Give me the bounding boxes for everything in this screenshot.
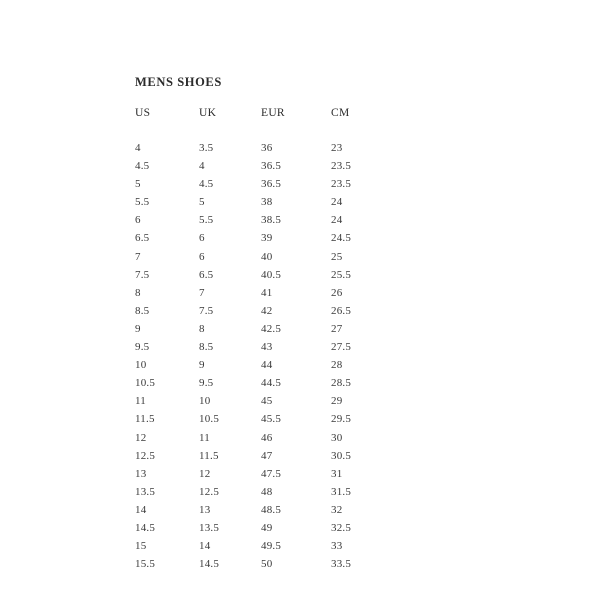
cell-us: 9.5 xyxy=(135,341,150,354)
cell-us: 7.5 xyxy=(135,268,150,281)
cell-us: 10.5 xyxy=(135,377,156,390)
cell-eur: 47.5 xyxy=(261,467,282,480)
table-row xyxy=(135,431,391,449)
table-row xyxy=(135,286,391,304)
table-row xyxy=(135,376,391,394)
cell-eur: 41 xyxy=(261,286,273,299)
cell-cm: 25 xyxy=(331,250,343,263)
cell-eur: 40 xyxy=(261,250,273,263)
cell-cm: 23.5 xyxy=(331,160,352,173)
cell-us: 4 xyxy=(135,142,141,154)
cell-uk: 12 xyxy=(199,467,211,480)
table-row xyxy=(135,539,391,557)
cell-eur: 39 xyxy=(261,232,273,245)
cell-us: 12 xyxy=(135,431,147,444)
cell-eur: 45.5 xyxy=(261,413,282,426)
table-header-row xyxy=(135,107,391,141)
cell-cm: 26 xyxy=(331,286,343,299)
table-row xyxy=(135,521,391,539)
cell-cm: 23.5 xyxy=(331,178,352,191)
table-row xyxy=(135,340,391,358)
cell-cm: 31.5 xyxy=(331,485,352,498)
cell-uk: 8 xyxy=(199,322,205,335)
cell-us: 9 xyxy=(135,322,141,335)
cell-us: 14.5 xyxy=(135,521,156,534)
cell-us: 6.5 xyxy=(135,232,150,245)
cell-cm: 33 xyxy=(331,540,343,553)
cell-cm: 23 xyxy=(331,142,343,154)
column-header-uk: UK xyxy=(199,107,217,119)
cell-eur: 42.5 xyxy=(261,322,282,335)
cell-eur: 38.5 xyxy=(261,214,282,227)
cell-uk: 6 xyxy=(199,232,205,245)
cell-cm: 25.5 xyxy=(331,268,352,281)
cell-cm: 32.5 xyxy=(331,521,352,534)
cell-us: 12.5 xyxy=(135,449,156,462)
cell-us: 13.5 xyxy=(135,485,156,498)
cell-eur: 36.5 xyxy=(261,178,282,191)
cell-eur: 47 xyxy=(261,449,273,462)
table-row xyxy=(135,485,391,503)
cell-uk: 5.5 xyxy=(199,214,214,227)
cell-cm: 29 xyxy=(331,395,343,408)
cell-cm: 24.5 xyxy=(331,232,352,245)
cell-us: 13 xyxy=(135,467,147,480)
cell-us: 5.5 xyxy=(135,196,150,209)
table-row xyxy=(135,503,391,521)
cell-eur: 46 xyxy=(261,431,273,444)
column-header-eur: EUR xyxy=(261,107,285,119)
cell-uk: 12.5 xyxy=(199,485,220,498)
cell-uk: 6 xyxy=(199,250,205,263)
table-row xyxy=(135,213,391,231)
table-row xyxy=(135,268,391,286)
cell-us: 6 xyxy=(135,214,141,227)
cell-us: 8.5 xyxy=(135,304,150,317)
table-row xyxy=(135,358,391,376)
cell-us: 4.5 xyxy=(135,160,150,173)
cell-us: 15.5 xyxy=(135,558,156,571)
cell-cm: 30 xyxy=(331,431,343,444)
cell-uk: 9 xyxy=(199,359,205,372)
cell-cm: 24 xyxy=(331,214,343,227)
cell-us: 8 xyxy=(135,286,141,299)
table-row xyxy=(135,177,391,195)
table-row xyxy=(135,159,391,177)
cell-uk: 5 xyxy=(199,196,205,209)
cell-eur: 36 xyxy=(261,142,273,154)
cell-eur: 48 xyxy=(261,485,273,498)
cell-eur: 49 xyxy=(261,521,273,534)
cell-uk: 9.5 xyxy=(199,377,214,390)
cell-eur: 49.5 xyxy=(261,540,282,553)
table-row xyxy=(135,231,391,249)
table-body xyxy=(135,141,391,575)
page-title: MENS SHOES xyxy=(135,75,222,89)
table-row xyxy=(135,557,391,575)
table-row xyxy=(135,322,391,340)
cell-eur: 43 xyxy=(261,341,273,354)
cell-us: 11.5 xyxy=(135,413,155,426)
cell-eur: 36.5 xyxy=(261,160,282,173)
cell-cm: 29.5 xyxy=(331,413,352,426)
cell-eur: 48.5 xyxy=(261,503,282,516)
cell-cm: 32 xyxy=(331,503,343,516)
cell-cm: 27.5 xyxy=(331,341,352,354)
cell-us: 11 xyxy=(135,395,146,408)
cell-cm: 26.5 xyxy=(331,304,352,317)
cell-uk: 14.5 xyxy=(199,558,220,571)
column-header-us: US xyxy=(135,107,151,119)
cell-uk: 3.5 xyxy=(199,142,214,154)
cell-uk: 6.5 xyxy=(199,268,214,281)
cell-uk: 13 xyxy=(199,503,211,516)
table-row xyxy=(135,412,391,430)
cell-us: 14 xyxy=(135,503,147,516)
cell-cm: 24 xyxy=(331,196,343,209)
table-row xyxy=(135,141,391,159)
cell-us: 7 xyxy=(135,250,141,263)
cell-uk: 8.5 xyxy=(199,341,214,354)
cell-cm: 31 xyxy=(331,467,343,480)
cell-uk: 10 xyxy=(199,395,211,408)
cell-cm: 28 xyxy=(331,359,343,372)
cell-cm: 28.5 xyxy=(331,377,352,390)
table-row xyxy=(135,304,391,322)
cell-us: 15 xyxy=(135,540,147,553)
cell-uk: 4.5 xyxy=(199,178,214,191)
cell-eur: 38 xyxy=(261,196,273,209)
table-header xyxy=(135,107,391,141)
cell-eur: 44.5 xyxy=(261,377,282,390)
table-row xyxy=(135,394,391,412)
cell-uk: 7.5 xyxy=(199,304,214,317)
cell-eur: 42 xyxy=(261,304,273,317)
table-row xyxy=(135,467,391,485)
cell-uk: 14 xyxy=(199,540,211,553)
table-row xyxy=(135,250,391,268)
cell-eur: 44 xyxy=(261,359,273,372)
cell-uk: 10.5 xyxy=(199,413,220,426)
cell-uk: 13.5 xyxy=(199,521,220,534)
cell-cm: 27 xyxy=(331,322,343,335)
cell-uk: 11 xyxy=(199,431,210,444)
cell-uk: 7 xyxy=(199,286,205,299)
cell-uk: 4 xyxy=(199,160,205,173)
cell-cm: 30.5 xyxy=(331,449,352,462)
cell-eur: 40.5 xyxy=(261,268,282,281)
cell-cm: 33.5 xyxy=(331,558,352,571)
cell-us: 10 xyxy=(135,359,147,372)
table-row xyxy=(135,449,391,467)
cell-us: 5 xyxy=(135,178,141,191)
column-header-cm: CM xyxy=(331,107,350,119)
cell-eur: 45 xyxy=(261,395,273,408)
table-row xyxy=(135,195,391,213)
size-conversion-table xyxy=(135,107,391,575)
cell-eur: 50 xyxy=(261,558,273,571)
cell-uk: 11.5 xyxy=(199,449,219,462)
